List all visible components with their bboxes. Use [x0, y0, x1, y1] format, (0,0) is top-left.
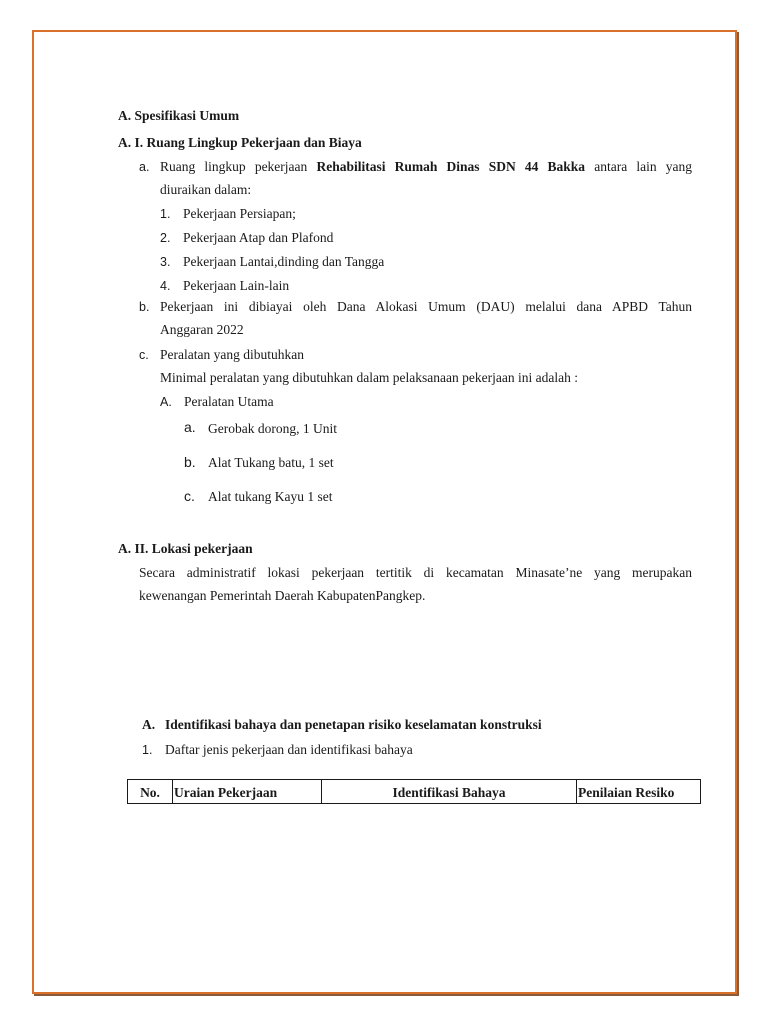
table-header-uraian: Uraian Pekerjaan — [173, 780, 322, 803]
section-heading-spesifikasi: A. Spesifikasi Umum — [118, 108, 240, 123]
subsection-heading-ruang-lingkup: A. I. Ruang Lingkup Pekerjaan dan Biaya — [118, 135, 362, 150]
hazard-table — [127, 779, 701, 804]
hazard-section-heading: Identifikasi bahaya dan penetapan risiko keselamatan konstruksi — [165, 717, 542, 732]
list-item: Pekerjaan Atap dan Plafond — [183, 230, 334, 245]
hazard-section-marker: A. — [142, 717, 156, 732]
lokasi-line1: Secara administratif lokasi pekerjaan tertitik di kecamatan Minasate’ne yang merupakan — [139, 565, 692, 580]
list-item: Pekerjaan Lain-lain — [183, 278, 290, 293]
peralatan-utama-label: Peralatan Utama — [184, 394, 274, 409]
tool-item: Gerobak dorong, 1 Unit — [208, 421, 337, 436]
tool-marker: c. — [184, 488, 195, 504]
hazard-item-marker: 1. — [142, 743, 153, 757]
hazard-item-text: Daftar jenis pekerjaan dan identifikasi bahaya — [165, 742, 413, 757]
item-a-text-after: antara lain yang — [594, 159, 693, 174]
list-item: Pekerjaan Lantai,dinding dan Tangga — [183, 254, 385, 269]
list-item-marker: 3. — [160, 255, 171, 269]
list-marker-c: c. — [139, 348, 149, 362]
table-header-identifikasi: Identifikasi Bahaya — [322, 780, 577, 803]
list-marker-b: b. — [139, 300, 150, 314]
sub-marker: A. — [160, 395, 172, 409]
item-a-text-before: Ruang lingkup pekerjaan — [160, 159, 308, 174]
list-item-marker: 1. — [160, 207, 171, 221]
item-c-line2: Minimal peralatan yang dibutuhkan dalam pelaksanaan pekerjaan ini adalah : — [160, 370, 578, 385]
item-a-project-name: Rehabilitasi Rumah Dinas SDN 44 Bakka — [316, 159, 586, 174]
item-b-line2: Anggaran 2022 — [160, 322, 244, 337]
item-a-line2: diuraikan dalam: — [160, 182, 252, 197]
tool-item: Alat tukang Kayu 1 set — [208, 489, 333, 504]
list-marker-a: a. — [139, 160, 150, 174]
tool-marker: a. — [184, 419, 196, 435]
item-a-line1 — [160, 159, 692, 175]
item-b-line1: Pekerjaan ini dibiayai oleh Dana Alokasi Umum (DAU) melalui dana APBD Tahun — [160, 299, 692, 314]
lokasi-line2: kewenangan Pemerintah Daerah KabupatenPangkep. — [139, 588, 426, 603]
item-c-line1: Peralatan yang dibutuhkan — [160, 347, 304, 362]
table-header-no: No. — [128, 780, 173, 803]
section-heading-lokasi: A. II. Lokasi pekerjaan — [118, 541, 253, 556]
list-item-marker: 4. — [160, 279, 171, 293]
tool-item: Alat Tukang batu, 1 set — [208, 455, 334, 470]
tool-marker: b. — [184, 454, 196, 470]
list-item: Pekerjaan Persiapan; — [183, 206, 296, 221]
list-item-marker: 2. — [160, 231, 171, 245]
table-header-penilaian: Penilaian Resiko — [578, 785, 675, 800]
